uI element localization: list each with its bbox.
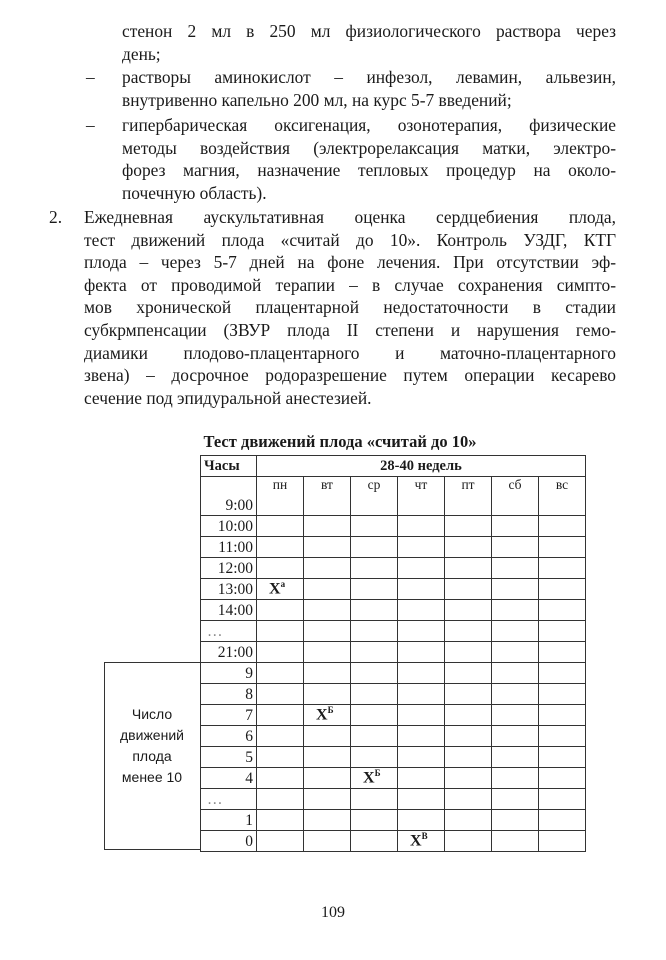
table-cell xyxy=(492,726,539,747)
table-cell xyxy=(445,537,492,558)
table-cell xyxy=(257,684,304,705)
text-line: звена) – досрочное родоразрешение путем операции кесарево xyxy=(84,365,616,386)
table-cell xyxy=(492,516,539,537)
table-cell xyxy=(351,558,398,579)
text-line: мов хронической плацентарной недостаточности в стадии xyxy=(84,297,616,318)
table-cell xyxy=(445,726,492,747)
mark-x: X xyxy=(363,769,375,787)
table-cell xyxy=(492,600,539,621)
table-cell xyxy=(398,600,445,621)
table-row xyxy=(201,663,586,684)
table-cell xyxy=(351,516,398,537)
table-cell xyxy=(445,789,492,810)
table-cell xyxy=(539,663,586,684)
table-cell xyxy=(304,831,351,852)
mark-x: X xyxy=(410,832,422,850)
text-line: диамики плодово-плацентарного и маточно-плацентарного xyxy=(84,342,616,363)
table-cell xyxy=(539,579,586,600)
table-cell xyxy=(398,789,445,810)
table-cell xyxy=(304,726,351,747)
mark-cell-b1 xyxy=(304,705,351,726)
table-cell xyxy=(445,831,492,852)
table-cell xyxy=(304,600,351,621)
mark-x: X xyxy=(316,706,328,724)
table-row xyxy=(201,642,586,663)
table-cell xyxy=(351,831,398,852)
text-line: стенон 2 мл в 250 мл физиологического раствора через xyxy=(122,21,616,41)
table-title: Тест движений плода «считай до 10» xyxy=(203,432,477,451)
side-label-line: Число xyxy=(131,706,173,722)
table-cell xyxy=(398,579,445,600)
text-line: методы воздействия (электрорелаксация матки, электро- xyxy=(122,137,616,158)
mark-superscript: Б xyxy=(374,768,381,779)
mark-cell-v xyxy=(398,831,445,852)
count-cell: 8 xyxy=(201,684,257,705)
table-cell xyxy=(257,726,304,747)
table-cell xyxy=(398,516,445,537)
table-row xyxy=(201,726,586,747)
table-cell xyxy=(445,747,492,768)
day-header: чт xyxy=(398,477,445,516)
table-cell xyxy=(539,747,586,768)
table-cell xyxy=(539,831,586,852)
table-cell xyxy=(492,537,539,558)
mark-superscript: а xyxy=(280,579,286,590)
table-cell xyxy=(398,705,445,726)
table-cell xyxy=(304,810,351,831)
table-cell xyxy=(304,558,351,579)
table-cell xyxy=(539,537,586,558)
table-cell xyxy=(492,705,539,726)
count-cell: 9 xyxy=(201,663,257,684)
table-cell xyxy=(492,684,539,705)
table-cell xyxy=(398,747,445,768)
mark-superscript: Б xyxy=(327,705,334,716)
count-cell: 5 xyxy=(201,747,257,768)
hour-cell: 13:00 xyxy=(201,579,257,600)
table-row xyxy=(201,600,586,621)
day-header: пт xyxy=(445,477,492,516)
table-cell xyxy=(539,810,586,831)
text-line: фекта от проводимой терапии – в случае сохранения симпто- xyxy=(84,274,616,295)
hour-cell: 21:00 xyxy=(201,642,257,663)
table-cell xyxy=(398,726,445,747)
bullet-hyperbaric xyxy=(122,114,616,204)
count-cell: 7 xyxy=(201,705,257,726)
table-cell xyxy=(492,558,539,579)
table-cell xyxy=(492,831,539,852)
table-cell xyxy=(539,516,586,537)
table-cell xyxy=(445,642,492,663)
table-cell xyxy=(351,726,398,747)
count-cell: 0 xyxy=(201,831,257,852)
table-row xyxy=(201,558,586,579)
table-cell xyxy=(351,600,398,621)
table-cell xyxy=(445,705,492,726)
text-line: тест движений плода «считай до 10». Контроль УЗДГ, КТГ xyxy=(84,229,616,250)
table-cell xyxy=(445,516,492,537)
table-cell xyxy=(257,600,304,621)
table-row xyxy=(201,705,586,726)
table-cell xyxy=(539,768,586,789)
table-row xyxy=(201,477,586,516)
table-cell xyxy=(445,621,492,642)
hour-cell-ellipsis: … xyxy=(201,621,257,642)
table-cell xyxy=(304,768,351,789)
table-cell xyxy=(492,663,539,684)
table-cell xyxy=(351,579,398,600)
side-label xyxy=(104,704,200,788)
table-cell xyxy=(445,558,492,579)
table-row xyxy=(201,810,586,831)
table-cell xyxy=(539,642,586,663)
table-cell xyxy=(304,642,351,663)
mark-x: X xyxy=(269,580,281,598)
table-cell xyxy=(257,537,304,558)
count-cell-ellipsis: … xyxy=(201,789,257,810)
weeks-header: 28-40 недель xyxy=(257,456,586,477)
table-cell xyxy=(492,579,539,600)
table-cell xyxy=(492,642,539,663)
table-cell xyxy=(398,684,445,705)
table-cell xyxy=(257,516,304,537)
table-cell xyxy=(351,789,398,810)
count-cell: 4 xyxy=(201,768,257,789)
hours-header: Часы xyxy=(201,456,257,477)
table-row xyxy=(201,684,586,705)
count-cell: 6 xyxy=(201,726,257,747)
fetal-movement-table xyxy=(200,455,586,852)
text-line: гипербарическая оксигенация, озонотерапия, физические xyxy=(122,115,616,135)
table-cell xyxy=(351,684,398,705)
table-cell xyxy=(539,621,586,642)
day-header: пн xyxy=(257,477,304,516)
table-cell xyxy=(398,558,445,579)
table-row xyxy=(201,516,586,537)
hour-cell: 14:00 xyxy=(201,600,257,621)
table-cell xyxy=(445,600,492,621)
table-cell xyxy=(304,663,351,684)
table-cell xyxy=(257,705,304,726)
table-cell xyxy=(445,579,492,600)
day-header: ср xyxy=(351,477,398,516)
day-header: вс xyxy=(539,477,586,516)
table-cell xyxy=(351,642,398,663)
table-cell xyxy=(351,705,398,726)
side-label-line: менее 10 xyxy=(121,769,183,785)
mark-cell-b2 xyxy=(351,768,398,789)
table-cell xyxy=(445,663,492,684)
table-cell xyxy=(257,663,304,684)
text-line: форез магния, назначение тепловых процедур на около- xyxy=(122,160,616,181)
hour-cell: 9:00 xyxy=(201,477,257,516)
list-number: 2. xyxy=(49,207,63,227)
text-line: сечение под эпидуральной анестезией. xyxy=(84,387,372,408)
table-cell xyxy=(257,558,304,579)
hour-cell: 12:00 xyxy=(201,558,257,579)
table-cell xyxy=(257,768,304,789)
table-cell xyxy=(539,600,586,621)
table-cell xyxy=(398,537,445,558)
text-line: день; xyxy=(122,43,161,64)
table-cell xyxy=(351,810,398,831)
table-cell xyxy=(492,621,539,642)
table-cell xyxy=(351,663,398,684)
table-cell xyxy=(445,684,492,705)
table-row xyxy=(201,537,586,558)
table-cell xyxy=(304,621,351,642)
table-cell xyxy=(492,789,539,810)
table-cell xyxy=(257,789,304,810)
table-cell xyxy=(257,810,304,831)
table-cell xyxy=(539,789,586,810)
table-row xyxy=(201,768,586,789)
table-cell xyxy=(257,621,304,642)
table-cell xyxy=(398,768,445,789)
table-cell xyxy=(539,705,586,726)
table-row xyxy=(201,621,586,642)
mark-cell-a xyxy=(257,579,304,600)
table-cell xyxy=(398,663,445,684)
table-cell xyxy=(445,768,492,789)
table-cell xyxy=(304,579,351,600)
table-cell xyxy=(445,810,492,831)
table-cell xyxy=(539,684,586,705)
table-cell xyxy=(492,747,539,768)
table-cell xyxy=(304,537,351,558)
side-label-line: плода xyxy=(132,748,172,764)
table-cell xyxy=(351,621,398,642)
hour-cell: 11:00 xyxy=(201,537,257,558)
table-cell xyxy=(304,516,351,537)
hour-cell: 10:00 xyxy=(201,516,257,537)
mark-superscript: В xyxy=(421,831,428,842)
table-cell xyxy=(351,537,398,558)
table-header-row xyxy=(201,456,586,477)
table-cell xyxy=(257,642,304,663)
table-cell xyxy=(398,621,445,642)
day-header: сб xyxy=(492,477,539,516)
day-header: вт xyxy=(304,477,351,516)
table-row xyxy=(201,789,586,810)
count-cell: 1 xyxy=(201,810,257,831)
table-cell xyxy=(398,810,445,831)
table-cell xyxy=(492,768,539,789)
table-cell xyxy=(304,684,351,705)
text-line: плода – через 5-7 дней на фоне лечения. При отсутствии эф- xyxy=(84,252,616,273)
table-cell xyxy=(492,810,539,831)
item-2-paragraph xyxy=(84,206,616,409)
bullet-marker: – xyxy=(86,115,95,135)
continuation-paragraph xyxy=(122,20,616,65)
bullet-amino-acids xyxy=(122,66,616,111)
table-cell xyxy=(398,642,445,663)
page-number: 109 xyxy=(321,904,345,921)
text-line: растворы аминокислот – инфезол, левамин, альвезин, xyxy=(122,67,616,87)
table-cell xyxy=(257,747,304,768)
side-label-line: движений xyxy=(120,727,184,743)
text-line: почечную область). xyxy=(122,182,267,203)
table-cell xyxy=(539,726,586,747)
table-cell xyxy=(304,789,351,810)
table-cell xyxy=(304,747,351,768)
bullet-marker: – xyxy=(86,67,95,87)
text-line: внутривенно капельно 200 мл, на курс 5-7 введений; xyxy=(122,89,512,110)
table-row xyxy=(201,579,586,600)
text-line: Ежедневная аускультативная оценка сердцебиения плода, xyxy=(84,207,616,227)
table-row xyxy=(201,831,586,852)
table-cell xyxy=(351,747,398,768)
table-cell xyxy=(539,558,586,579)
table-row xyxy=(201,747,586,768)
table-cell xyxy=(257,831,304,852)
text-line: субкрмпенсации (ЗВУР плода II степени и нарушения гемо- xyxy=(84,319,616,340)
